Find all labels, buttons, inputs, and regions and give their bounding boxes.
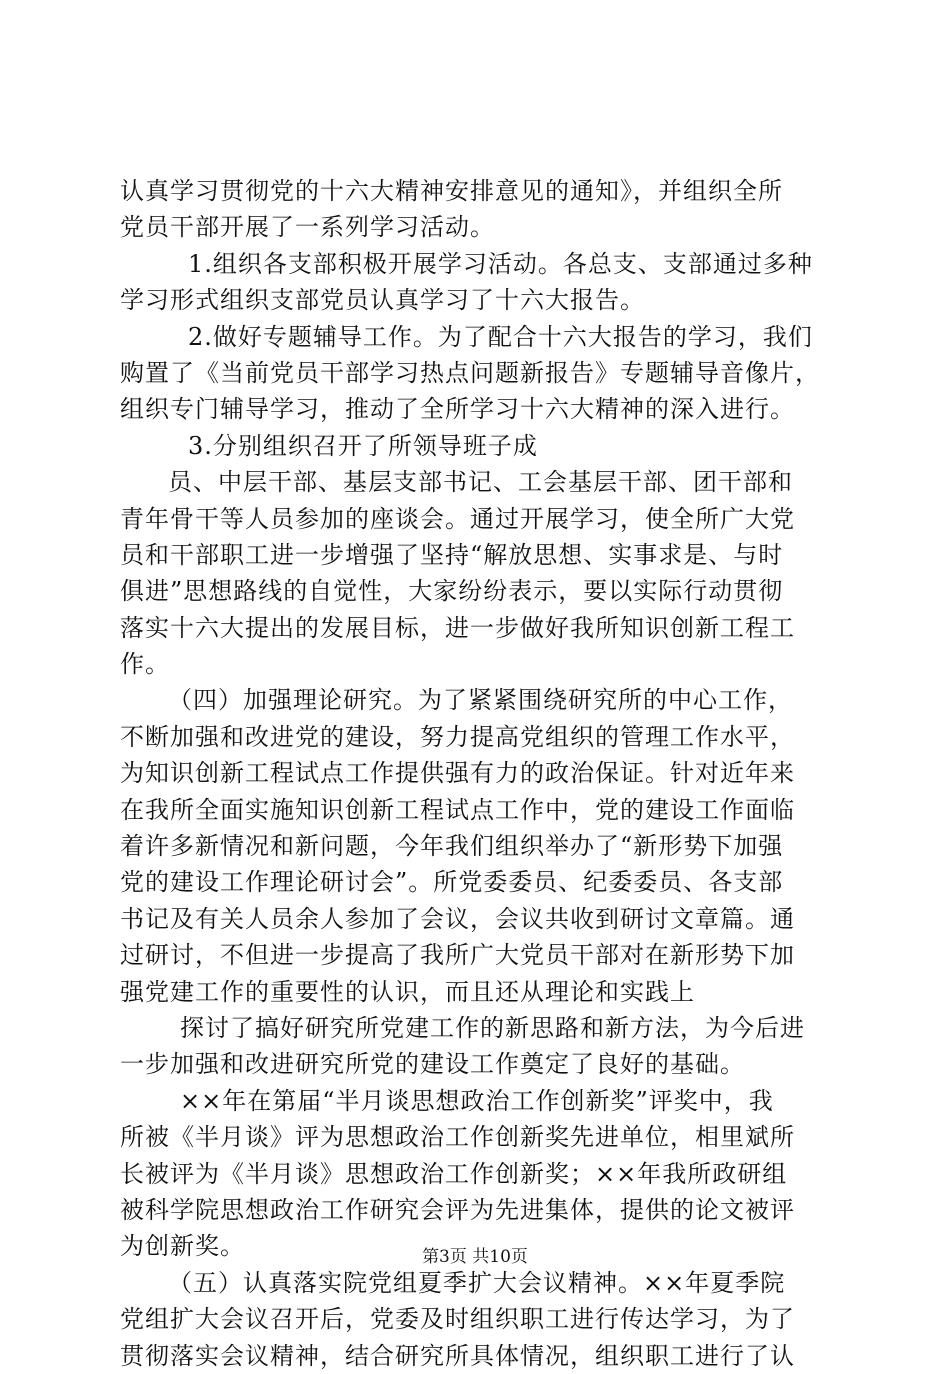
text-line: （四）加强理论研究。为了紧紧围绕研究所的中心工作， <box>168 686 793 715</box>
text-line: 不断加强和改进党的建设，努力提高党组织的管理工作水平， <box>120 722 795 751</box>
text-line: 强党建工作的重要性的认识，而且还从理论和实践上 <box>120 977 695 1006</box>
text-line: 俱进”思想路线的自觉性，大家纷纷表示，要以实际行动贯彻 <box>120 577 784 606</box>
text-line: 党的建设工作理论研讨会”。所党委委员、纪委委员、各支部 <box>120 868 784 897</box>
text-line: 贯彻落实会议精神，结合研究所具体情况，组织职工进行了认 <box>120 1341 795 1370</box>
text-line: 书记及有关人员余人参加了会议，会议共收到研讨文章篇。通 <box>120 904 795 933</box>
text-line: 为创新奖。 <box>120 1232 245 1261</box>
text-line: 探讨了搞好研究所党建工作的新思路和新方法，为今后进 <box>180 1013 805 1042</box>
text-line: 2.做好专题辅导工作。为了配合十六大报告的学习，我们 <box>188 322 813 351</box>
body-text <box>120 173 840 1374</box>
text-line: 1.组织各支部积极开展学习活动。各总支、支部通过多种 <box>188 249 813 278</box>
text-line: 一步加强和改进研究所党的建设工作奠定了良好的基础。 <box>120 1050 745 1079</box>
text-line: 着许多新情况和新问题，今年我们组织举办了“新形势下加强 <box>120 832 784 861</box>
text-line: 长被评为《半月谈》思想政治工作创新奖；××年我所政研组 <box>120 1159 788 1188</box>
text-line: 在我所全面实施知识创新工程试点工作中，党的建设工作面临 <box>120 795 795 824</box>
text-line: 3.分别组织召开了所领导班子成 <box>188 431 538 460</box>
text-line: 过研讨，不但进一步提高了我所广大党员干部对在新形势下加 <box>120 941 795 970</box>
page-footer: 第3页 共10页 <box>422 1247 528 1267</box>
text-line: 为知识创新工程试点工作提供强有力的政治保证。针对近年来 <box>120 759 795 788</box>
text-line: （五）认真落实院党组夏季扩大会议精神。××年夏季院 <box>168 1268 786 1297</box>
text-line: 组织专门辅导学习，推动了全所学习十六大精神的深入进行。 <box>120 395 795 424</box>
text-line: 党组扩大会议召开后，党委及时组织职工进行传达学习，为了 <box>120 1305 795 1334</box>
text-line: 所被《半月谈》评为思想政治工作创新奖先进单位，相里斌所 <box>120 1123 795 1152</box>
text-line: 购置了《当前党员干部学习热点问题新报告》专题辅导音像片， <box>120 358 820 387</box>
text-line: 落实十六大提出的发展目标，进一步做好我所知识创新工程工 <box>120 613 795 642</box>
text-line: ××年在第届“半月谈思想政治工作创新奖”评奖中，我 <box>180 1086 774 1115</box>
text-line: 青年骨干等人员参加的座谈会。通过开展学习，使全所广大党 <box>120 504 795 533</box>
text-line: 员和干部职工进一步增强了坚持“解放思想、实事求是、与时 <box>120 540 784 569</box>
text-line: 作。 <box>120 650 170 679</box>
text-line: 员、中层干部、基层支部书记、工会基层干部、团干部和 <box>168 468 793 497</box>
text-line: 认真学习贯彻党的十六大精神安排意见的通知》，并组织全所 <box>120 177 783 205</box>
text-line: 党员干部开展了一系列学习活动。 <box>120 213 495 242</box>
text-line: 学习形式组织支部党员认真学习了十六大报告。 <box>120 286 645 315</box>
text-line: 被科学院思想政治工作研究会评为先进集体，提供的论文被评 <box>120 1195 795 1224</box>
